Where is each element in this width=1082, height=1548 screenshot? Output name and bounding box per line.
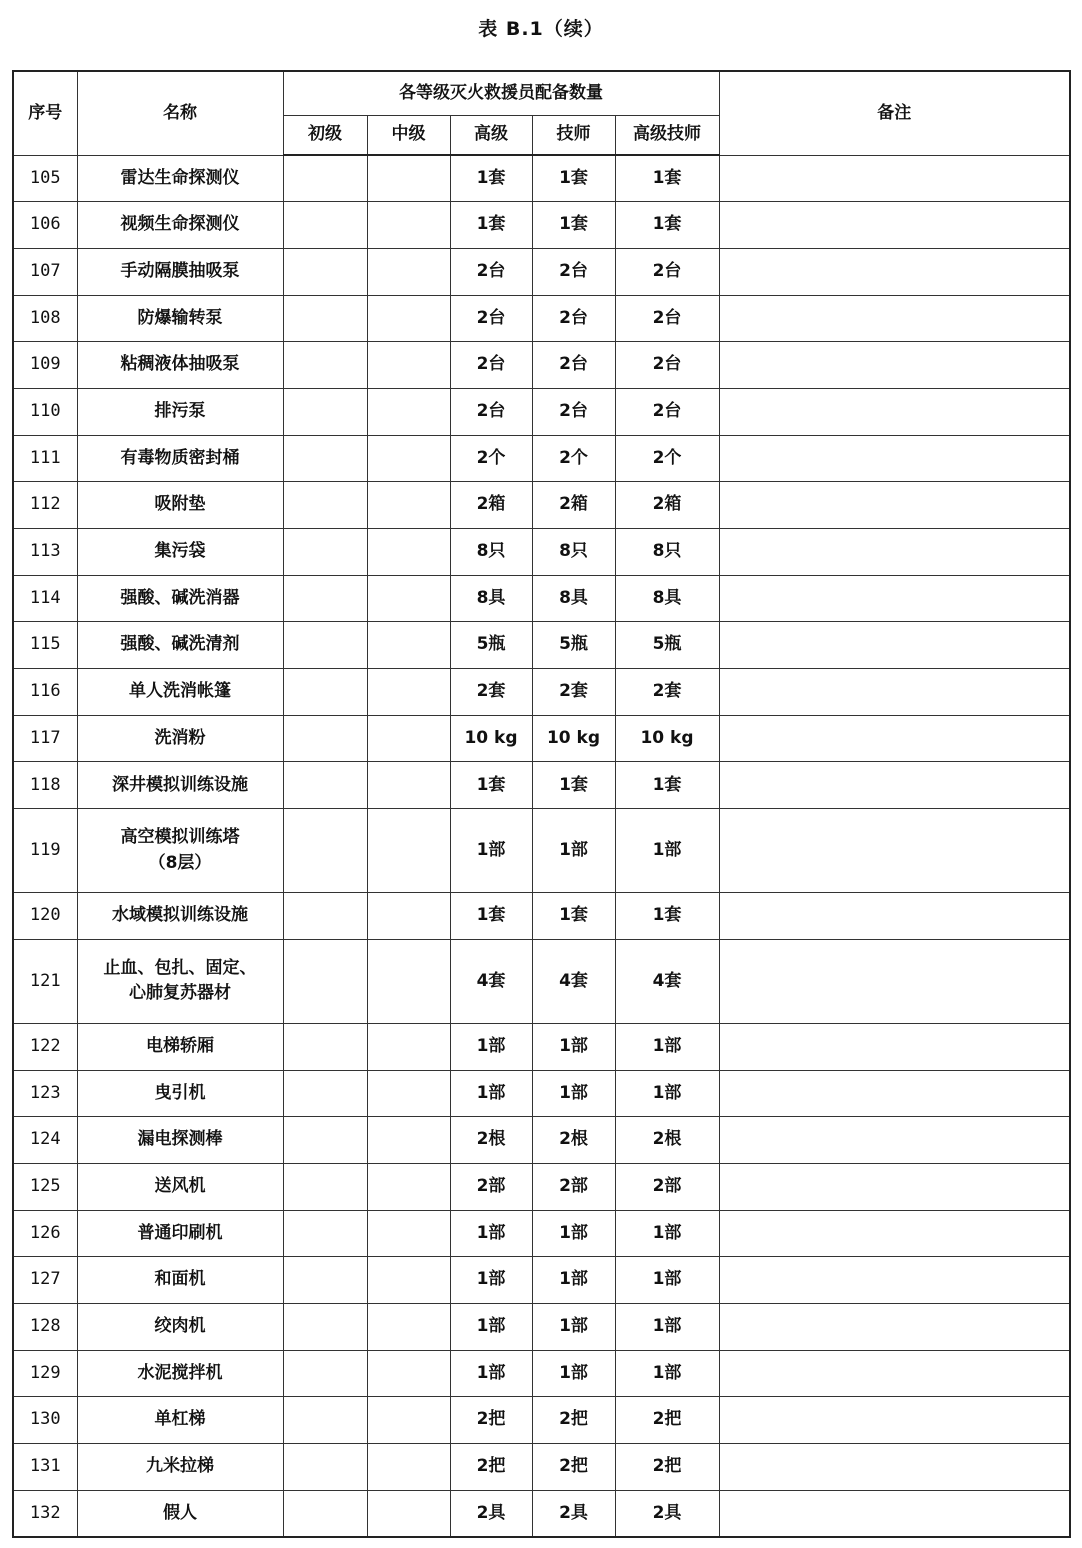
qty-junior: [283, 155, 367, 202]
header-level-technician: 技师: [532, 115, 615, 155]
qty-senior-technician: 10 kg: [615, 715, 719, 762]
qty-senior: 5瓶: [450, 622, 532, 669]
qty-senior: 8具: [450, 575, 532, 622]
table-row: [13, 295, 1070, 342]
qty-intermediate: [367, 1210, 450, 1257]
table-row: [13, 809, 1070, 893]
row-name: 手动隔膜抽吸泵: [77, 248, 283, 295]
row-remark: [719, 809, 1070, 893]
qty-technician: 2箱: [532, 482, 615, 529]
row-serial: 117: [13, 715, 77, 762]
qty-intermediate: [367, 575, 450, 622]
row-serial: 118: [13, 762, 77, 809]
qty-junior: [283, 1490, 367, 1537]
row-serial: 105: [13, 155, 77, 202]
row-serial: 107: [13, 248, 77, 295]
row-name: 和面机: [77, 1257, 283, 1304]
qty-senior: 8只: [450, 529, 532, 576]
qty-technician: 1部: [532, 1257, 615, 1304]
qty-technician: 4套: [532, 939, 615, 1023]
row-remark: [719, 1163, 1070, 1210]
qty-intermediate: [367, 669, 450, 716]
qty-intermediate: [367, 248, 450, 295]
qty-technician: 1部: [532, 1303, 615, 1350]
row-name: 视频生命探测仪: [77, 202, 283, 249]
qty-intermediate: [367, 1117, 450, 1164]
qty-junior: [283, 295, 367, 342]
qty-senior: 1套: [450, 893, 532, 940]
qty-intermediate: [367, 1490, 450, 1537]
row-name: 集污袋: [77, 529, 283, 576]
qty-technician: 2套: [532, 669, 615, 716]
qty-senior: 2把: [450, 1397, 532, 1444]
table-header: [13, 71, 1070, 155]
qty-junior: [283, 1023, 367, 1070]
qty-intermediate: [367, 1444, 450, 1491]
row-remark: [719, 435, 1070, 482]
row-serial: 132: [13, 1490, 77, 1537]
qty-senior-technician: 1套: [615, 202, 719, 249]
qty-senior-technician: 5瓶: [615, 622, 719, 669]
qty-intermediate: [367, 1023, 450, 1070]
qty-senior: 1部: [450, 1023, 532, 1070]
table-row: [13, 202, 1070, 249]
qty-junior: [283, 482, 367, 529]
qty-senior: 2具: [450, 1490, 532, 1537]
qty-senior: 1部: [450, 1350, 532, 1397]
qty-senior-technician: 2台: [615, 342, 719, 389]
table-row: [13, 1397, 1070, 1444]
row-name: 水泥搅拌机: [77, 1350, 283, 1397]
table-row: [13, 1303, 1070, 1350]
qty-senior: 2把: [450, 1444, 532, 1491]
row-serial: 119: [13, 809, 77, 893]
qty-junior: [283, 939, 367, 1023]
row-serial: 129: [13, 1350, 77, 1397]
qty-senior: 2箱: [450, 482, 532, 529]
qty-senior-technician: 1部: [615, 1350, 719, 1397]
row-remark: [719, 1303, 1070, 1350]
row-remark: [719, 202, 1070, 249]
row-serial: 110: [13, 388, 77, 435]
qty-senior: 2台: [450, 248, 532, 295]
qty-junior: [283, 1210, 367, 1257]
qty-senior-technician: 2台: [615, 295, 719, 342]
qty-junior: [283, 762, 367, 809]
row-name: 防爆输转泵: [77, 295, 283, 342]
row-name: 漏电探测棒: [77, 1117, 283, 1164]
row-serial: 126: [13, 1210, 77, 1257]
row-remark: [719, 575, 1070, 622]
row-name: 假人: [77, 1490, 283, 1537]
qty-intermediate: [367, 435, 450, 482]
qty-technician: 2把: [532, 1397, 615, 1444]
qty-senior: 1部: [450, 1070, 532, 1117]
qty-technician: 8具: [532, 575, 615, 622]
row-serial: 128: [13, 1303, 77, 1350]
qty-junior: [283, 1070, 367, 1117]
row-serial: 115: [13, 622, 77, 669]
row-remark: [719, 1490, 1070, 1537]
qty-technician: 5瓶: [532, 622, 615, 669]
row-remark: [719, 715, 1070, 762]
qty-senior-technician: 1套: [615, 762, 719, 809]
qty-junior: [283, 1163, 367, 1210]
qty-senior: 2台: [450, 295, 532, 342]
qty-junior: [283, 1397, 367, 1444]
qty-technician: 8只: [532, 529, 615, 576]
row-name-line2: （8层）: [148, 852, 212, 873]
qty-senior-technician: 1部: [615, 1023, 719, 1070]
qty-technician: 2台: [532, 388, 615, 435]
qty-intermediate: [367, 1257, 450, 1304]
qty-technician: 1套: [532, 893, 615, 940]
qty-technician: 2部: [532, 1163, 615, 1210]
row-remark: [719, 1070, 1070, 1117]
table-row: [13, 482, 1070, 529]
row-remark: [719, 893, 1070, 940]
qty-senior: 10 kg: [450, 715, 532, 762]
row-serial: 109: [13, 342, 77, 389]
table-row: [13, 1023, 1070, 1070]
qty-senior-technician: 2箱: [615, 482, 719, 529]
row-serial: 125: [13, 1163, 77, 1210]
row-serial: 106: [13, 202, 77, 249]
row-serial: 120: [13, 893, 77, 940]
qty-technician: 2个: [532, 435, 615, 482]
table-row: [13, 575, 1070, 622]
qty-junior: [283, 669, 367, 716]
qty-technician: 2具: [532, 1490, 615, 1537]
header-level-junior: 初级: [283, 115, 367, 155]
row-name: 单人洗消帐篷: [77, 669, 283, 716]
table-row: [13, 248, 1070, 295]
qty-junior: [283, 715, 367, 762]
table-row: [13, 1210, 1070, 1257]
qty-senior-technician: 1套: [615, 155, 719, 202]
row-remark: [719, 529, 1070, 576]
row-name: 粘稠液体抽吸泵: [77, 342, 283, 389]
table-row: [13, 435, 1070, 482]
qty-technician: 1部: [532, 1070, 615, 1117]
qty-senior: 2台: [450, 342, 532, 389]
qty-technician: 2台: [532, 295, 615, 342]
qty-senior-technician: 2根: [615, 1117, 719, 1164]
table-caption: 表 B.1（续）: [478, 18, 604, 40]
qty-junior: [283, 388, 367, 435]
row-remark: [719, 1117, 1070, 1164]
row-serial: 116: [13, 669, 77, 716]
row-name: 曳引机: [77, 1070, 283, 1117]
row-name: [77, 939, 283, 1023]
qty-junior: [283, 248, 367, 295]
row-name: 绞肉机: [77, 1303, 283, 1350]
row-name: 九米拉梯: [77, 1444, 283, 1491]
qty-senior-technician: 2台: [615, 248, 719, 295]
row-remark: [719, 342, 1070, 389]
row-name-line1: 高空模拟训练塔: [120, 827, 240, 848]
row-remark: [719, 1444, 1070, 1491]
qty-senior-technician: 1部: [615, 1303, 719, 1350]
table-row: [13, 669, 1070, 716]
table-row: [13, 893, 1070, 940]
qty-technician: 1部: [532, 809, 615, 893]
qty-intermediate: [367, 762, 450, 809]
qty-intermediate: [367, 1397, 450, 1444]
row-serial: 112: [13, 482, 77, 529]
row-remark: [719, 155, 1070, 202]
qty-intermediate: [367, 529, 450, 576]
qty-senior-technician: 2把: [615, 1444, 719, 1491]
table-row: [13, 388, 1070, 435]
qty-intermediate: [367, 809, 450, 893]
table-row: [13, 529, 1070, 576]
row-name: 排污泵: [77, 388, 283, 435]
qty-senior: 4套: [450, 939, 532, 1023]
qty-senior-technician: 1套: [615, 893, 719, 940]
row-serial: 123: [13, 1070, 77, 1117]
qty-junior: [283, 622, 367, 669]
table-body: [13, 155, 1070, 1537]
qty-intermediate: [367, 1070, 450, 1117]
row-name: 深井模拟训练设施: [77, 762, 283, 809]
row-name: 电梯轿厢: [77, 1023, 283, 1070]
qty-senior-technician: 8具: [615, 575, 719, 622]
qty-junior: [283, 1444, 367, 1491]
table-row: [13, 622, 1070, 669]
row-remark: [719, 622, 1070, 669]
table-row: [13, 342, 1070, 389]
table-row: [13, 939, 1070, 1023]
qty-junior: [283, 435, 367, 482]
qty-technician: 2根: [532, 1117, 615, 1164]
qty-senior: 1套: [450, 202, 532, 249]
header-remark: 备注: [719, 71, 1070, 155]
header-serial: 序号: [13, 71, 77, 155]
qty-technician: 1套: [532, 155, 615, 202]
row-serial: 113: [13, 529, 77, 576]
qty-junior: [283, 575, 367, 622]
qty-senior-technician: 1部: [615, 1070, 719, 1117]
qty-technician: 2台: [532, 248, 615, 295]
qty-intermediate: [367, 388, 450, 435]
row-remark: [719, 939, 1070, 1023]
row-name: 吸附垫: [77, 482, 283, 529]
table-row: [13, 1350, 1070, 1397]
qty-junior: [283, 1257, 367, 1304]
row-name: 强酸、碱洗消器: [77, 575, 283, 622]
table-row: [13, 762, 1070, 809]
qty-senior: 1套: [450, 762, 532, 809]
row-remark: [719, 388, 1070, 435]
qty-senior: 1部: [450, 1257, 532, 1304]
row-name: 送风机: [77, 1163, 283, 1210]
qty-senior: 2个: [450, 435, 532, 482]
row-remark: [719, 762, 1070, 809]
table-row: [13, 1444, 1070, 1491]
row-serial: 130: [13, 1397, 77, 1444]
header-quantity-group: 各等级灭火救援员配备数量: [283, 71, 719, 115]
qty-technician: 1部: [532, 1023, 615, 1070]
row-name-line1: 止血、包扎、固定、: [103, 957, 257, 978]
row-serial: 124: [13, 1117, 77, 1164]
qty-intermediate: [367, 1303, 450, 1350]
qty-senior-technician: 2具: [615, 1490, 719, 1537]
qty-senior-technician: 1部: [615, 1210, 719, 1257]
table-row: [13, 155, 1070, 202]
qty-junior: [283, 893, 367, 940]
qty-senior: 1套: [450, 155, 532, 202]
row-name: 单杠梯: [77, 1397, 283, 1444]
row-remark: [719, 1257, 1070, 1304]
row-name: 普通印刷机: [77, 1210, 283, 1257]
row-name: 水域模拟训练设施: [77, 893, 283, 940]
qty-intermediate: [367, 482, 450, 529]
qty-technician: 10 kg: [532, 715, 615, 762]
qty-intermediate: [367, 202, 450, 249]
table-row: [13, 1163, 1070, 1210]
qty-technician: 1部: [532, 1350, 615, 1397]
table-row: [13, 715, 1070, 762]
qty-junior: [283, 1117, 367, 1164]
row-remark: [719, 1023, 1070, 1070]
qty-senior: 2根: [450, 1117, 532, 1164]
row-name: 强酸、碱洗清剂: [77, 622, 283, 669]
qty-technician: 2把: [532, 1444, 615, 1491]
qty-intermediate: [367, 893, 450, 940]
table-row: [13, 1257, 1070, 1304]
row-serial: 131: [13, 1444, 77, 1491]
qty-intermediate: [367, 1350, 450, 1397]
row-remark: [719, 248, 1070, 295]
row-name: 洗消粉: [77, 715, 283, 762]
qty-junior: [283, 809, 367, 893]
row-name: 有毒物质密封桶: [77, 435, 283, 482]
row-remark: [719, 669, 1070, 716]
equipment-table: [12, 70, 1071, 1538]
qty-technician: 1套: [532, 202, 615, 249]
table-row: [13, 1117, 1070, 1164]
qty-senior-technician: 1部: [615, 1257, 719, 1304]
header-level-senior-technician: 高级技师: [615, 115, 719, 155]
qty-intermediate: [367, 939, 450, 1023]
row-serial: 122: [13, 1023, 77, 1070]
row-serial: 108: [13, 295, 77, 342]
qty-senior-technician: 2个: [615, 435, 719, 482]
qty-senior-technician: 2套: [615, 669, 719, 716]
qty-senior-technician: 1部: [615, 809, 719, 893]
qty-senior: 2台: [450, 388, 532, 435]
qty-junior: [283, 529, 367, 576]
table-row: [13, 1070, 1070, 1117]
qty-senior: 2部: [450, 1163, 532, 1210]
qty-intermediate: [367, 1163, 450, 1210]
header-level-senior: 高级: [450, 115, 532, 155]
qty-junior: [283, 1350, 367, 1397]
qty-intermediate: [367, 342, 450, 389]
qty-senior-technician: 4套: [615, 939, 719, 1023]
qty-technician: 1套: [532, 762, 615, 809]
row-serial: 127: [13, 1257, 77, 1304]
qty-junior: [283, 202, 367, 249]
qty-intermediate: [367, 622, 450, 669]
row-remark: [719, 1350, 1070, 1397]
qty-technician: 1部: [532, 1210, 615, 1257]
qty-senior-technician: 2把: [615, 1397, 719, 1444]
row-remark: [719, 295, 1070, 342]
qty-intermediate: [367, 715, 450, 762]
qty-senior: 1部: [450, 1210, 532, 1257]
qty-intermediate: [367, 155, 450, 202]
qty-senior-technician: 2台: [615, 388, 719, 435]
qty-technician: 2台: [532, 342, 615, 389]
row-name: 雷达生命探测仪: [77, 155, 283, 202]
qty-junior: [283, 342, 367, 389]
row-serial: 111: [13, 435, 77, 482]
qty-senior: 2套: [450, 669, 532, 716]
row-serial: 114: [13, 575, 77, 622]
qty-senior-technician: 8只: [615, 529, 719, 576]
row-remark: [719, 1397, 1070, 1444]
row-name: [77, 809, 283, 893]
row-name-line2: 心肺复苏器材: [129, 983, 231, 1004]
qty-senior-technician: 2部: [615, 1163, 719, 1210]
header-name: 名称: [77, 71, 283, 155]
row-remark: [719, 482, 1070, 529]
qty-senior: 1部: [450, 1303, 532, 1350]
qty-intermediate: [367, 295, 450, 342]
row-remark: [719, 1210, 1070, 1257]
qty-junior: [283, 1303, 367, 1350]
header-level-intermediate: 中级: [367, 115, 450, 155]
qty-senior: 1部: [450, 809, 532, 893]
row-serial: 121: [13, 939, 77, 1023]
table-row: [13, 1490, 1070, 1537]
